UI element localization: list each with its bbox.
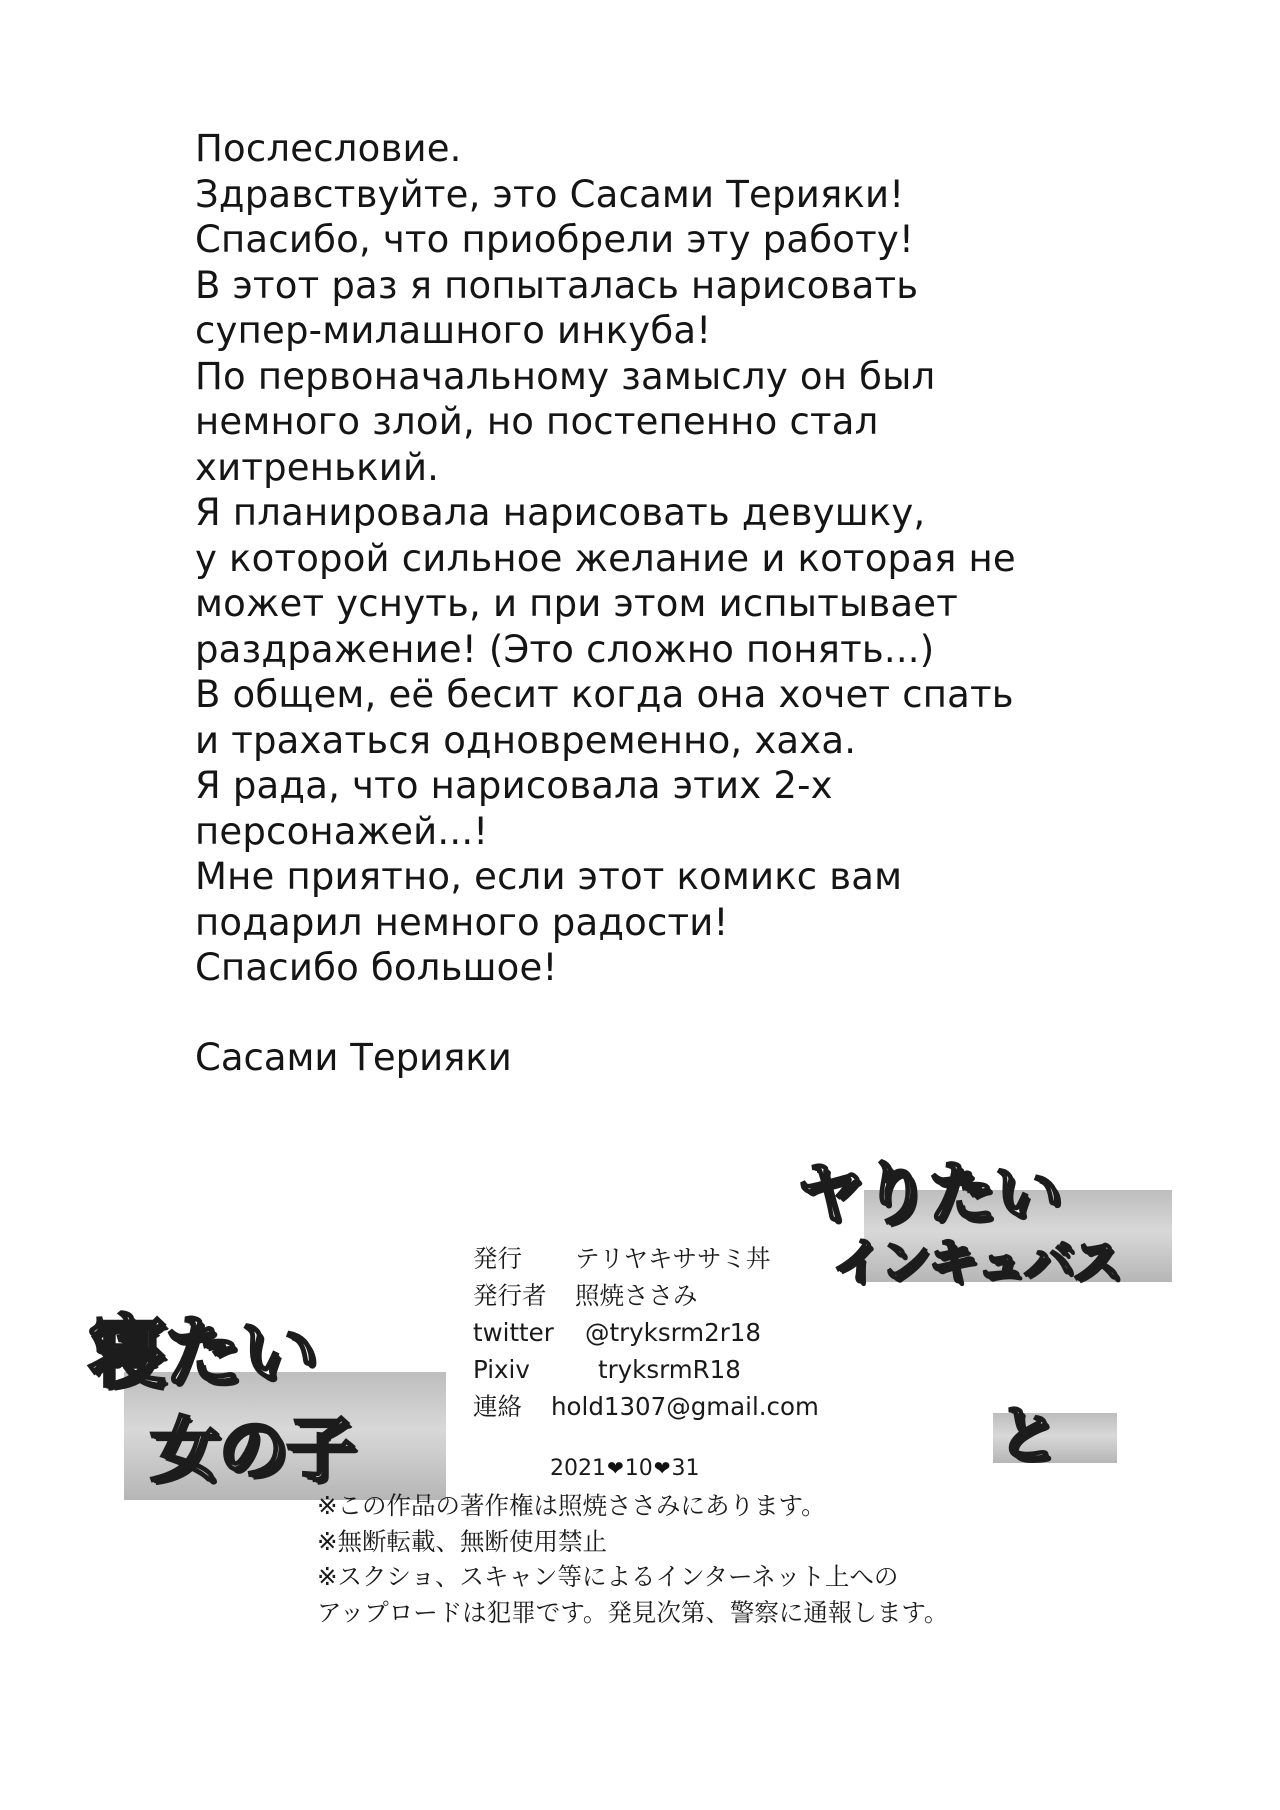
afterword-line: у которой сильное желание и которая не [195, 536, 1016, 580]
afterword-line: персонажей...! [195, 809, 489, 853]
heart-icon: ❤ [607, 1456, 624, 1480]
credit-publisher [473, 1240, 893, 1277]
title-connector-char: と [997, 1398, 1058, 1471]
afterword-line: может уснуть, и при этом испытывает [195, 582, 958, 625]
afterword-heading: Послесловие. [195, 127, 462, 170]
afterword-line: Мне приятно, если этот комикс вам [195, 855, 903, 898]
credit-contact [473, 1388, 893, 1425]
credit-value: @tryksrm2r18 [585, 1318, 761, 1347]
credit-pixiv [473, 1351, 893, 1388]
credit-label: 連絡 [473, 1392, 522, 1421]
title-connector [985, 1385, 1125, 1485]
title-line-girl-2: 女の子 [150, 1409, 354, 1491]
afterword-text [195, 126, 1155, 991]
afterword-line: По первоначальному замыслу он был [195, 354, 936, 398]
author-signature: Сасами Терияки [195, 1036, 512, 1079]
date-month: 10 [624, 1456, 653, 1481]
copyright-line: ※スクショ、スキャン等によるインターネット上への [317, 1562, 899, 1591]
publication-date [550, 1456, 700, 1481]
copyright-notice [317, 1488, 1077, 1630]
date-year: 2021 [550, 1456, 606, 1481]
credit-label: twitter [473, 1318, 554, 1347]
credit-twitter [473, 1314, 893, 1351]
title-line-incubus-2: インキュバス [832, 1233, 1120, 1291]
copyright-line: アップロードは犯罪です。発見次第、警察に通報します。 [317, 1597, 949, 1627]
credit-value: テリヤキササミ丼 [575, 1244, 771, 1273]
date-day: 31 [671, 1456, 700, 1481]
credit-label: 発行 [473, 1244, 522, 1273]
afterword-line: подарил немного радости! [195, 900, 729, 944]
title-line-incubus-1: ヤりたい [796, 1155, 1061, 1234]
afterword-line: и трахаться одновременно, хаха. [195, 718, 857, 762]
afterword-line: Я рада, что нарисовала этих 2-х [195, 764, 833, 807]
afterword-line: В этот раз я попыталась нарисовать [195, 263, 919, 307]
afterword-line: супер-милашного инкуба! [195, 309, 712, 352]
credit-value: hold1307@gmail.com [551, 1392, 819, 1421]
publication-credits [473, 1240, 893, 1425]
heart-icon: ❤ [653, 1456, 671, 1480]
credit-value: 照焼ささみ [575, 1281, 698, 1310]
credit-label: 発行者 [473, 1281, 547, 1310]
credit-author [473, 1277, 893, 1314]
credit-value: tryksrmR18 [598, 1355, 741, 1384]
afterword-line: Спасибо большое! [195, 946, 558, 989]
title-line-girl-1: 寝たい [88, 1308, 317, 1398]
afterword-line: В общем, её бесит когда она хочет спать [195, 673, 1014, 716]
afterword-line: Я планировала нарисовать девушку, [195, 491, 926, 534]
afterword-line: хитренький. [195, 445, 440, 489]
afterword-line: немного злой, но постепенно стал [195, 400, 879, 443]
credit-label: Pixiv [473, 1355, 530, 1384]
afterword-line: Здравствуйте, это Сасами Терияки! [195, 172, 905, 216]
copyright-line: ※この作品の著作権は照焼ささみにあります。 [317, 1491, 826, 1520]
afterword-line: Спасибо, что приобрели эту работу! [195, 218, 914, 261]
copyright-line: ※無断転載、無断使用禁止 [317, 1526, 608, 1556]
afterword-line: раздражение! (Это сложно понять...) [195, 627, 935, 671]
